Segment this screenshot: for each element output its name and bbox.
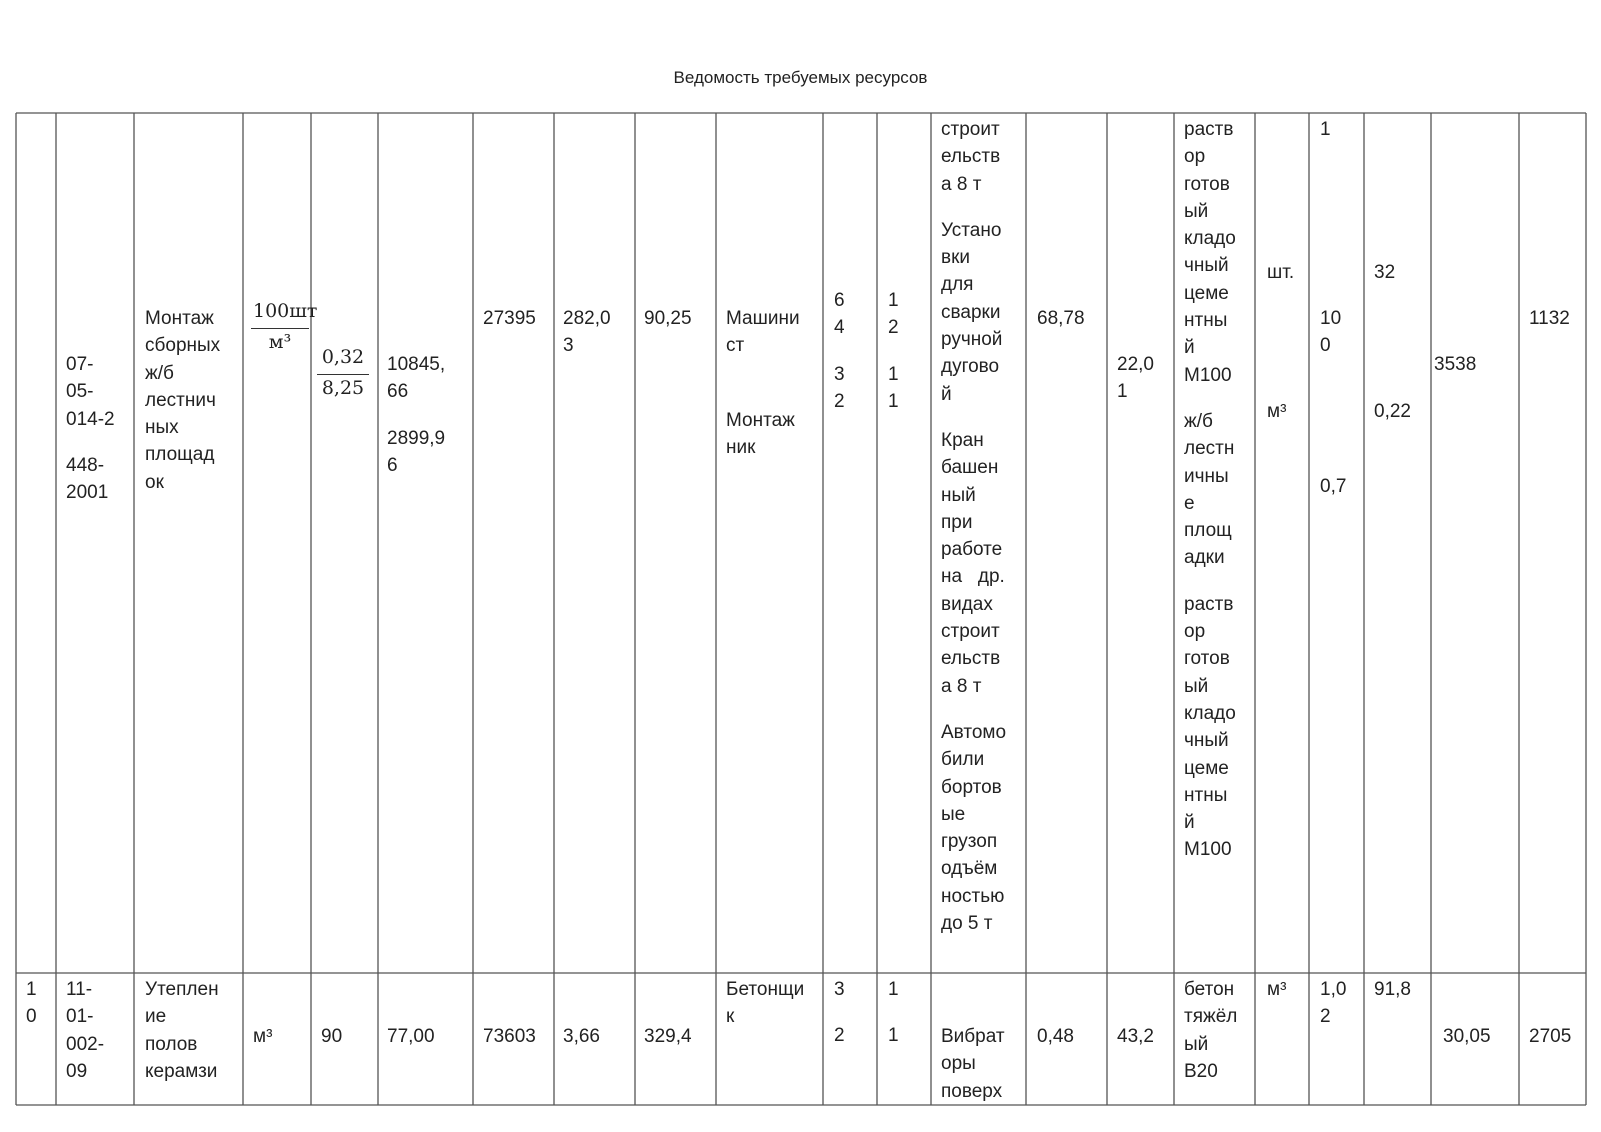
cell-material-unit bbox=[1267, 259, 1294, 286]
cell-text: поверх bbox=[941, 1080, 1003, 1102]
cell-text: ый bbox=[1184, 200, 1209, 222]
cell-text: ж/б bbox=[1184, 410, 1213, 432]
cell-text: 66 bbox=[387, 381, 409, 403]
cell-text: полов bbox=[145, 1033, 198, 1055]
cell-text: 0 bbox=[26, 1006, 37, 1028]
cell-text: оры bbox=[941, 1053, 976, 1075]
cell-col8 bbox=[563, 305, 611, 360]
cell-work-name bbox=[145, 976, 219, 1085]
cell-text: строит bbox=[941, 119, 1000, 140]
cell-work-name bbox=[145, 305, 220, 496]
cell-text: нтны bbox=[1184, 784, 1228, 806]
cell-counts bbox=[888, 976, 899, 1050]
cell-text: ных bbox=[145, 417, 179, 439]
cell-col21 bbox=[1529, 1023, 1571, 1050]
cell-text: М100 bbox=[1184, 364, 1232, 386]
cell-text: готов bbox=[1184, 648, 1230, 670]
cell-text: лестн bbox=[1184, 438, 1235, 460]
cell-text: видах bbox=[941, 593, 993, 615]
cell-materials bbox=[1184, 116, 1236, 864]
cell-text: сборных bbox=[145, 335, 221, 357]
cell-text: Автомо bbox=[941, 721, 1007, 743]
cell-text: 2705 bbox=[1529, 1026, 1572, 1047]
cell-text: 27395 bbox=[483, 308, 536, 329]
cell-text: 3,66 bbox=[563, 1026, 600, 1047]
cell-text: а 8 т bbox=[941, 173, 982, 195]
cell-text: ностью bbox=[941, 885, 1005, 907]
cell-text: 002- bbox=[66, 1033, 105, 1055]
cell-text: ельств bbox=[941, 648, 1001, 670]
cell-material-norm bbox=[1320, 976, 1346, 1031]
cell-materials bbox=[1184, 976, 1237, 1085]
cell-text: на др. bbox=[941, 566, 1005, 588]
cell-text: при bbox=[941, 511, 973, 533]
cell-text: М100 bbox=[1184, 839, 1232, 861]
cell-col7 bbox=[483, 1023, 536, 1050]
cell-text: 1 bbox=[1320, 119, 1331, 140]
cell-text: 1 bbox=[888, 979, 899, 1000]
cell-text: чный bbox=[1184, 255, 1229, 277]
cell-col14 bbox=[1037, 305, 1085, 332]
cell-text: дугово bbox=[941, 356, 1000, 378]
cell-text: кладо bbox=[1184, 228, 1236, 250]
cell-text: цеме bbox=[1184, 757, 1229, 779]
cell-text: одъём bbox=[941, 858, 998, 880]
cell-text: вки bbox=[941, 247, 971, 269]
cell-text: ручной bbox=[941, 329, 1003, 351]
cell-text: 4 bbox=[834, 317, 845, 339]
cell-text: 0 bbox=[1320, 335, 1331, 357]
cell-text: 77,00 bbox=[387, 1026, 435, 1047]
cell-text: Бетонщи bbox=[726, 979, 805, 1000]
cell-text: 68,78 bbox=[1037, 308, 1085, 329]
cell-text: 1 bbox=[888, 290, 899, 311]
cell-text: башен bbox=[941, 457, 999, 479]
cell-quantity bbox=[321, 1023, 342, 1050]
cell-text: к bbox=[726, 1006, 735, 1028]
cell-workers bbox=[726, 976, 804, 1031]
cell-text: 2 bbox=[1320, 1006, 1331, 1028]
cell-text: 2899,9 bbox=[387, 427, 446, 449]
cell-text: м³ bbox=[253, 1026, 273, 1047]
cell-material-norm bbox=[1320, 305, 1341, 360]
cell-text: 3 bbox=[563, 335, 574, 357]
quantity-fraction bbox=[317, 346, 369, 400]
cell-material-unit bbox=[1267, 976, 1286, 1003]
cell-values bbox=[387, 351, 445, 479]
cell-material-qty bbox=[1374, 259, 1395, 286]
cell-text: 282,0 bbox=[563, 308, 611, 329]
cell-col20 bbox=[1434, 351, 1476, 378]
cell-text: а 8 т bbox=[941, 675, 982, 697]
cell-col15 bbox=[1117, 351, 1154, 406]
cell-text: ник bbox=[726, 436, 756, 458]
cell-text: 448- bbox=[66, 454, 105, 476]
cell-text: Монтаж bbox=[145, 308, 214, 329]
cell-text: 1 bbox=[888, 390, 899, 412]
cell-text: 3538 bbox=[1434, 354, 1477, 375]
fraction-denominator: 8,25 bbox=[321, 377, 365, 399]
cell-text: ый bbox=[1184, 1033, 1209, 1055]
cell-text: ый bbox=[1184, 675, 1209, 697]
cell-text: 3 bbox=[834, 363, 845, 385]
cell-text: 1 bbox=[26, 979, 37, 1000]
cell-text: 10845, bbox=[387, 354, 446, 375]
cell-text: ж/б bbox=[145, 362, 174, 384]
cell-text: 07- bbox=[66, 354, 94, 375]
cell-ranks bbox=[834, 976, 845, 1050]
cell-text: били bbox=[941, 749, 985, 771]
cell-machines bbox=[941, 1023, 1005, 1103]
cell-material-norm bbox=[1320, 473, 1346, 500]
cell-text: готов bbox=[1184, 173, 1230, 195]
cell-text: для bbox=[941, 274, 974, 296]
unit-fraction bbox=[251, 300, 318, 354]
cell-text: адки bbox=[1184, 547, 1225, 569]
cell-row-number bbox=[26, 976, 37, 1031]
cell-text: 1,0 bbox=[1320, 979, 1347, 1000]
cell-text: площ bbox=[1184, 520, 1232, 542]
fraction-denominator: м³ bbox=[268, 331, 292, 353]
cell-text: В20 bbox=[1184, 1060, 1218, 1082]
cell-workers bbox=[726, 305, 800, 461]
cell-code bbox=[66, 351, 115, 506]
cell-text: Вибрат bbox=[941, 1026, 1005, 1047]
cell-text: цеме bbox=[1184, 282, 1229, 304]
cell-text: м³ bbox=[1267, 401, 1287, 422]
cell-text: 10 bbox=[1320, 308, 1342, 329]
cell-text: 05- bbox=[66, 381, 94, 403]
cell-text: кладо bbox=[1184, 702, 1236, 724]
cell-values bbox=[387, 1023, 435, 1050]
cell-text: 90 bbox=[321, 1026, 343, 1047]
cell-text: й bbox=[941, 383, 952, 405]
cell-text: до 5 т bbox=[941, 913, 993, 935]
cell-col14 bbox=[1037, 1023, 1074, 1050]
cell-col15 bbox=[1117, 1023, 1154, 1050]
fraction-numerator: 100шт bbox=[251, 300, 309, 329]
cell-code bbox=[66, 976, 104, 1085]
cell-text: тяжёл bbox=[1184, 1006, 1238, 1028]
cell-text: шт. bbox=[1267, 262, 1295, 283]
cell-text: бортов bbox=[941, 776, 1002, 798]
cell-text: площад bbox=[145, 444, 215, 466]
cell-text: Машини bbox=[726, 308, 800, 329]
cell-text: 91,8 bbox=[1374, 979, 1411, 1000]
cell-text: 0,22 bbox=[1374, 401, 1411, 422]
cell-text: ичны bbox=[1184, 465, 1229, 487]
cell-counts bbox=[888, 287, 899, 415]
cell-machines bbox=[941, 116, 1006, 937]
cell-text: чный bbox=[1184, 730, 1229, 752]
cell-text: 09 bbox=[66, 1060, 88, 1082]
cell-text: нтны bbox=[1184, 310, 1228, 332]
cell-material-qty bbox=[1374, 398, 1411, 425]
cell-text: 0,7 bbox=[1320, 476, 1347, 497]
cell-text: керамзи bbox=[145, 1060, 218, 1082]
cell-text: 30,05 bbox=[1443, 1026, 1491, 1047]
cell-text: е bbox=[1184, 492, 1195, 514]
cell-material-norm bbox=[1320, 116, 1331, 143]
cell-text: раств bbox=[1184, 119, 1234, 140]
cell-text: 32 bbox=[1374, 262, 1396, 283]
cell-text: Монтаж bbox=[726, 409, 795, 431]
cell-text: м³ bbox=[1267, 979, 1287, 1000]
cell-text: ор bbox=[1184, 146, 1206, 168]
cell-text: 1 bbox=[888, 1025, 899, 1047]
cell-text: 2001 bbox=[66, 482, 109, 504]
cell-text: раств bbox=[1184, 593, 1234, 615]
cell-text: Кран bbox=[941, 429, 984, 451]
cell-text: 0,48 bbox=[1037, 1026, 1074, 1047]
cell-text: строит bbox=[941, 621, 1000, 643]
cell-material-unit bbox=[1267, 398, 1286, 425]
cell-text: сварки bbox=[941, 301, 1001, 323]
cell-text: й bbox=[1184, 337, 1195, 359]
fraction-numerator: 0,32 bbox=[317, 346, 369, 375]
cell-text: ор bbox=[1184, 621, 1206, 643]
cell-text: ельств bbox=[941, 146, 1001, 168]
cell-text: 6 bbox=[834, 290, 845, 311]
cell-col20 bbox=[1443, 1023, 1491, 1050]
cell-text: 90,25 bbox=[644, 308, 692, 329]
cell-text: 2 bbox=[834, 1025, 845, 1047]
cell-text: грузоп bbox=[941, 831, 998, 853]
cell-text: ный bbox=[941, 484, 976, 506]
cell-text: 1 bbox=[1117, 381, 1128, 403]
cell-col8 bbox=[563, 1023, 600, 1050]
cell-text: 329,4 bbox=[644, 1026, 692, 1047]
cell-col21 bbox=[1529, 305, 1570, 332]
cell-text: 43,2 bbox=[1117, 1026, 1154, 1047]
document-title: Ведомость требуемых ресурсов bbox=[673, 68, 928, 87]
cell-text: ст bbox=[726, 335, 745, 357]
cell-text: й bbox=[1184, 812, 1195, 834]
cell-text: 2 bbox=[834, 390, 845, 412]
cell-col9 bbox=[644, 1023, 692, 1050]
cell-text: 014-2 bbox=[66, 408, 115, 430]
cell-text: 2 bbox=[888, 317, 899, 339]
cell-text: 73603 bbox=[483, 1026, 536, 1047]
cell-text: лестнич bbox=[145, 389, 216, 411]
cell-text: Утеплен bbox=[145, 979, 219, 1000]
cell-text: 6 bbox=[387, 454, 398, 476]
cell-text: 01- bbox=[66, 1006, 94, 1028]
cell-text: 22,0 bbox=[1117, 354, 1154, 375]
cell-text: 1132 bbox=[1529, 308, 1570, 329]
cell-unit bbox=[253, 1023, 272, 1050]
cell-material-qty bbox=[1374, 976, 1411, 1003]
cell-text: 3 bbox=[834, 979, 845, 1000]
cell-text: работе bbox=[941, 539, 1003, 561]
cell-text: ые bbox=[941, 803, 966, 825]
cell-text: 1 bbox=[888, 363, 899, 385]
cell-text: ие bbox=[145, 1006, 167, 1028]
cell-text: Устано bbox=[941, 219, 1002, 241]
cell-text: 11- bbox=[66, 979, 93, 1000]
cell-ranks bbox=[834, 287, 845, 415]
cell-col7 bbox=[483, 305, 536, 332]
cell-text: ок bbox=[145, 471, 164, 493]
cell-col9 bbox=[644, 305, 692, 332]
cell-text: бетон bbox=[1184, 979, 1235, 1000]
